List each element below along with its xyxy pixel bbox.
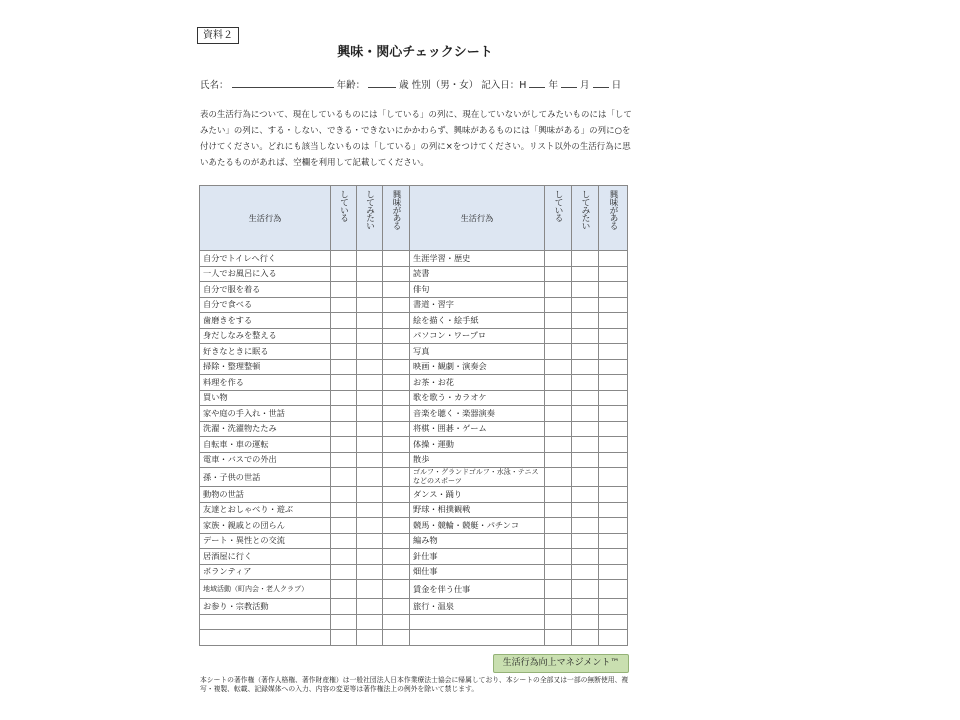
left-interest-checkbox[interactable] [383, 487, 410, 503]
left-activity-cell: お参り・宗教活動 [200, 599, 331, 615]
right-want-checkbox[interactable] [572, 297, 599, 313]
left-activity-cell: 自分で服を着る [200, 282, 331, 298]
right-doing-checkbox[interactable] [545, 375, 572, 391]
right-activity-cell: ゴルフ・グランドゴルフ・水泳・テニスなどのスポーツ [410, 468, 545, 487]
left-interest-checkbox[interactable] [383, 251, 410, 267]
info-line [200, 77, 632, 91]
left-want-checkbox[interactable] [357, 359, 383, 375]
table-row [200, 502, 628, 518]
table-row [200, 344, 628, 360]
left-doing-checkbox[interactable] [331, 375, 357, 391]
table-row [200, 328, 628, 344]
left-interest-checkbox[interactable] [383, 468, 410, 487]
right-interest-checkbox[interactable] [599, 452, 628, 468]
right-activity-cell [410, 614, 545, 630]
left-interest-checkbox[interactable] [383, 533, 410, 549]
right-interest-checkbox[interactable] [599, 421, 628, 437]
right-interest-checkbox[interactable] [599, 437, 628, 453]
left-interest-checkbox[interactable] [383, 375, 410, 391]
right-doing-checkbox[interactable] [545, 630, 572, 646]
left-interest-checkbox[interactable] [383, 518, 410, 534]
name-field[interactable] [232, 78, 334, 88]
left-want-checkbox[interactable] [357, 266, 383, 282]
header-activity-left: 生活行為 [200, 186, 331, 251]
header-interest-right: 興味がある [599, 186, 628, 251]
left-activity-cell: 電車・バスでの外出 [200, 452, 331, 468]
table-row [200, 452, 628, 468]
right-doing-checkbox[interactable] [545, 487, 572, 503]
right-want-checkbox[interactable] [572, 421, 599, 437]
left-want-checkbox[interactable] [357, 375, 383, 391]
right-interest-checkbox[interactable] [599, 313, 628, 329]
header-doing-left: している [331, 186, 357, 251]
table-row [200, 421, 628, 437]
right-doing-checkbox[interactable] [545, 359, 572, 375]
right-interest-checkbox[interactable] [599, 518, 628, 534]
left-interest-checkbox[interactable] [383, 406, 410, 422]
year-unit: 年 [548, 80, 558, 91]
right-want-checkbox[interactable] [572, 630, 599, 646]
left-want-checkbox[interactable] [357, 297, 383, 313]
left-want-checkbox[interactable] [357, 421, 383, 437]
left-interest-checkbox[interactable] [383, 599, 410, 615]
left-doing-checkbox[interactable] [331, 282, 357, 298]
left-activity-cell: 動物の世話 [200, 487, 331, 503]
copyright-footer: 本シートの著作権（著作人格権、著作財産権）は一般社団法人日本作業療法士協会に帰属しており、本シートの全部又は一部の無断使用、複写・複製、転載、記録媒体への入力、内容の変更等は著作権法上の例外を除いて禁じます。 [200, 676, 629, 693]
left-interest-checkbox[interactable] [383, 328, 410, 344]
left-activity-cell: 地域活動（町内会・老人クラブ） [200, 580, 331, 599]
right-activity-cell: 俳句 [410, 282, 545, 298]
table-row [200, 468, 628, 487]
left-activity-cell: 歯磨きをする [200, 313, 331, 329]
header-want-right: してみたい [572, 186, 599, 251]
table-row [200, 437, 628, 453]
right-interest-checkbox[interactable] [599, 297, 628, 313]
left-doing-checkbox[interactable] [331, 580, 357, 599]
right-want-checkbox[interactable] [572, 266, 599, 282]
left-interest-checkbox[interactable] [383, 297, 410, 313]
right-want-checkbox[interactable] [572, 282, 599, 298]
right-doing-checkbox[interactable] [545, 580, 572, 599]
right-interest-checkbox[interactable] [599, 487, 628, 503]
right-interest-checkbox[interactable] [599, 344, 628, 360]
day-field[interactable] [593, 78, 609, 88]
table-row [200, 533, 628, 549]
right-activity-cell: パソコン・ワープロ [410, 328, 545, 344]
right-activity-cell: 散歩 [410, 452, 545, 468]
left-activity-cell: 掃除・整理整頓 [200, 359, 331, 375]
left-interest-checkbox[interactable] [383, 549, 410, 565]
right-want-checkbox[interactable] [572, 375, 599, 391]
right-doing-checkbox[interactable] [545, 502, 572, 518]
right-activity-cell: 読書 [410, 266, 545, 282]
left-want-checkbox[interactable] [357, 452, 383, 468]
table-row [200, 313, 628, 329]
left-interest-checkbox[interactable] [383, 344, 410, 360]
right-doing-checkbox[interactable] [545, 421, 572, 437]
left-want-checkbox[interactable] [357, 533, 383, 549]
right-activity-cell: 映画・観劇・演奏会 [410, 359, 545, 375]
right-doing-checkbox[interactable] [545, 251, 572, 267]
left-interest-checkbox[interactable] [383, 630, 410, 646]
left-want-checkbox[interactable] [357, 344, 383, 360]
right-activity-cell: 旅行・温泉 [410, 599, 545, 615]
left-doing-checkbox[interactable] [331, 502, 357, 518]
left-doing-checkbox[interactable] [331, 452, 357, 468]
left-activity-cell: 家族・親戚との団らん [200, 518, 331, 534]
right-activity-cell: 針仕事 [410, 549, 545, 565]
right-want-checkbox[interactable] [572, 487, 599, 503]
instructions: 表の生活行為について、現在しているものには「している」の列に、現在していないがしてみたいものには「してみたい」の列に、する・しない、できる・できないにかかわらず、興味があるものには「興味がある」の列に○を付けてください。どれにも該当しないものは「している」の列に×をつけてください。リスト以外の生活行為に思いあたるものがあれば、空欄を利用して記載してください。 [200, 109, 632, 167]
left-doing-checkbox[interactable] [331, 518, 357, 534]
left-want-checkbox[interactable] [357, 599, 383, 615]
right-interest-checkbox[interactable] [599, 266, 628, 282]
left-interest-checkbox[interactable] [383, 614, 410, 630]
right-interest-checkbox[interactable] [599, 502, 628, 518]
right-doing-checkbox[interactable] [545, 549, 572, 565]
right-interest-checkbox[interactable] [599, 328, 628, 344]
age-field[interactable] [368, 78, 396, 88]
left-want-checkbox[interactable] [357, 502, 383, 518]
sheet-title: 興味・関心チェックシート [337, 45, 493, 60]
left-interest-checkbox[interactable] [383, 437, 410, 453]
right-activity-cell: 生涯学習・歴史 [410, 251, 545, 267]
right-interest-checkbox[interactable] [599, 549, 628, 565]
right-want-checkbox[interactable] [572, 533, 599, 549]
header-doing-right: している [545, 186, 572, 251]
right-doing-checkbox[interactable] [545, 518, 572, 534]
right-want-checkbox[interactable] [572, 344, 599, 360]
left-doing-checkbox[interactable] [331, 564, 357, 580]
right-want-checkbox[interactable] [572, 437, 599, 453]
right-doing-checkbox[interactable] [545, 328, 572, 344]
left-activity-cell: 洗濯・洗濯物たたみ [200, 421, 331, 437]
right-interest-checkbox[interactable] [599, 599, 628, 615]
table-row [200, 390, 628, 406]
right-activity-cell: お茶・お花 [410, 375, 545, 391]
right-doing-checkbox[interactable] [545, 344, 572, 360]
right-activity-cell: ダンス・踊り [410, 487, 545, 503]
right-want-checkbox[interactable] [572, 549, 599, 565]
header-want-left: してみたい [357, 186, 383, 251]
left-want-checkbox[interactable] [357, 549, 383, 565]
left-want-checkbox[interactable] [357, 580, 383, 599]
left-activity-cell: 身だしなみを整える [200, 328, 331, 344]
header-activity-right: 生活行為 [410, 186, 545, 251]
management-badge: 生活行為向上マネジメント™ [493, 654, 629, 673]
left-activity-cell [200, 630, 331, 646]
right-want-checkbox[interactable] [572, 518, 599, 534]
table-row [200, 614, 628, 630]
name-label: 氏名： [200, 80, 229, 91]
left-doing-checkbox[interactable] [331, 266, 357, 282]
left-doing-checkbox[interactable] [331, 468, 357, 487]
right-activity-cell: 賃金を伴う仕事 [410, 580, 545, 599]
right-want-checkbox[interactable] [572, 468, 599, 487]
left-activity-cell: 一人でお風呂に入る [200, 266, 331, 282]
right-want-checkbox[interactable] [572, 313, 599, 329]
right-activity-cell: 書道・習字 [410, 297, 545, 313]
left-activity-cell: 友達とおしゃべり・遊ぶ [200, 502, 331, 518]
right-want-checkbox[interactable] [572, 359, 599, 375]
left-doing-checkbox[interactable] [331, 614, 357, 630]
right-interest-checkbox[interactable] [599, 282, 628, 298]
left-activity-cell [200, 614, 331, 630]
right-interest-checkbox[interactable] [599, 359, 628, 375]
right-interest-checkbox[interactable] [599, 564, 628, 580]
left-want-checkbox[interactable] [357, 282, 383, 298]
left-doing-checkbox[interactable] [331, 313, 357, 329]
table-row [200, 359, 628, 375]
right-interest-checkbox[interactable] [599, 614, 628, 630]
left-doing-checkbox[interactable] [331, 328, 357, 344]
left-activity-cell: 家や庭の手入れ・世話 [200, 406, 331, 422]
left-activity-cell: 自分でトイレへ行く [200, 251, 331, 267]
age-unit: 歳 [399, 80, 409, 91]
right-activity-cell: 体操・運動 [410, 437, 545, 453]
left-interest-checkbox[interactable] [383, 502, 410, 518]
month-field[interactable] [561, 78, 577, 88]
left-doing-checkbox[interactable] [331, 251, 357, 267]
right-want-checkbox[interactable] [572, 614, 599, 630]
left-activity-cell: 買い物 [200, 390, 331, 406]
right-interest-checkbox[interactable] [599, 533, 628, 549]
right-doing-checkbox[interactable] [545, 297, 572, 313]
left-doing-checkbox[interactable] [331, 406, 357, 422]
day-unit: 日 [611, 80, 622, 91]
right-want-checkbox[interactable] [572, 502, 599, 518]
left-activity-cell: デート・異性との交流 [200, 533, 331, 549]
right-activity-cell: 畑仕事 [410, 564, 545, 580]
right-want-checkbox[interactable] [572, 452, 599, 468]
right-doing-checkbox[interactable] [545, 282, 572, 298]
right-doing-checkbox[interactable] [545, 452, 572, 468]
left-doing-checkbox[interactable] [331, 487, 357, 503]
table-row [200, 518, 628, 534]
right-interest-checkbox[interactable] [599, 390, 628, 406]
right-want-checkbox[interactable] [572, 599, 599, 615]
right-doing-checkbox[interactable] [545, 599, 572, 615]
left-doing-checkbox[interactable] [331, 359, 357, 375]
left-interest-checkbox[interactable] [383, 564, 410, 580]
right-doing-checkbox[interactable] [545, 313, 572, 329]
table-row [200, 630, 628, 646]
table-row [200, 564, 628, 580]
table-row [200, 297, 628, 313]
left-want-checkbox[interactable] [357, 614, 383, 630]
left-interest-checkbox[interactable] [383, 580, 410, 599]
right-doing-checkbox[interactable] [545, 468, 572, 487]
activity-table [199, 185, 628, 646]
right-want-checkbox[interactable] [572, 580, 599, 599]
left-want-checkbox[interactable] [357, 406, 383, 422]
right-activity-cell: 競馬・競輪・競艇・パチンコ [410, 518, 545, 534]
right-want-checkbox[interactable] [572, 564, 599, 580]
right-doing-checkbox[interactable] [545, 390, 572, 406]
right-doing-checkbox[interactable] [545, 406, 572, 422]
table-row [200, 487, 628, 503]
left-activity-cell: 料理を作る [200, 375, 331, 391]
left-activity-cell: 自転車・車の運転 [200, 437, 331, 453]
table-row [200, 375, 628, 391]
left-interest-checkbox[interactable] [383, 266, 410, 282]
left-doing-checkbox[interactable] [331, 437, 357, 453]
sex-label: 性別（男・女） [411, 80, 479, 91]
right-interest-checkbox[interactable] [599, 375, 628, 391]
right-interest-checkbox[interactable] [599, 630, 628, 646]
table-row [200, 599, 628, 615]
left-activity-cell: 好きなときに眠る [200, 344, 331, 360]
left-want-checkbox[interactable] [357, 437, 383, 453]
left-interest-checkbox[interactable] [383, 452, 410, 468]
table-row [200, 282, 628, 298]
right-interest-checkbox[interactable] [599, 580, 628, 599]
left-doing-checkbox[interactable] [331, 344, 357, 360]
table-row [200, 580, 628, 599]
age-label: 年齢： [336, 80, 366, 91]
right-interest-checkbox[interactable] [599, 406, 628, 422]
left-want-checkbox[interactable] [357, 328, 383, 344]
left-interest-checkbox[interactable] [383, 359, 410, 375]
header-interest-left: 興味がある [383, 186, 410, 251]
right-activity-cell: 編み物 [410, 533, 545, 549]
left-want-checkbox[interactable] [357, 313, 383, 329]
right-doing-checkbox[interactable] [545, 437, 572, 453]
right-activity-cell: 音楽を聴く・楽器演奏 [410, 406, 545, 422]
table-row [200, 251, 628, 267]
left-interest-checkbox[interactable] [383, 313, 410, 329]
right-want-checkbox[interactable] [572, 390, 599, 406]
left-want-checkbox[interactable] [357, 251, 383, 267]
right-doing-checkbox[interactable] [545, 564, 572, 580]
left-want-checkbox[interactable] [357, 564, 383, 580]
month-unit: 月 [580, 80, 590, 91]
left-want-checkbox[interactable] [357, 468, 383, 487]
left-doing-checkbox[interactable] [331, 533, 357, 549]
left-activity-cell: ボランティア [200, 564, 331, 580]
left-want-checkbox[interactable] [357, 630, 383, 646]
right-doing-checkbox[interactable] [545, 533, 572, 549]
left-want-checkbox[interactable] [357, 390, 383, 406]
left-doing-checkbox[interactable] [331, 390, 357, 406]
right-activity-cell: 絵を描く・絵手紙 [410, 313, 545, 329]
right-want-checkbox[interactable] [572, 406, 599, 422]
right-activity-cell: 写真 [410, 344, 545, 360]
left-want-checkbox[interactable] [357, 487, 383, 503]
left-activity-cell: 孫・子供の世話 [200, 468, 331, 487]
right-activity-cell: 歌を歌う・カラオケ [410, 390, 545, 406]
left-activity-cell: 居酒屋に行く [200, 549, 331, 565]
left-interest-checkbox[interactable] [383, 390, 410, 406]
right-activity-cell: 将棋・囲碁・ゲーム [410, 421, 545, 437]
left-want-checkbox[interactable] [357, 518, 383, 534]
right-interest-checkbox[interactable] [599, 251, 628, 267]
document-label: 資料２ [197, 27, 239, 44]
table-row [200, 549, 628, 565]
right-doing-checkbox[interactable] [545, 266, 572, 282]
header-row [200, 186, 628, 251]
left-activity-cell: 自分で食べる [200, 297, 331, 313]
right-want-checkbox[interactable] [572, 251, 599, 267]
right-activity-cell [410, 630, 545, 646]
left-doing-checkbox[interactable] [331, 297, 357, 313]
left-doing-checkbox[interactable] [331, 549, 357, 565]
left-interest-checkbox[interactable] [383, 282, 410, 298]
left-doing-checkbox[interactable] [331, 421, 357, 437]
left-interest-checkbox[interactable] [383, 421, 410, 437]
right-want-checkbox[interactable] [572, 328, 599, 344]
year-field[interactable] [529, 78, 545, 88]
right-activity-cell: 野球・相撲観戦 [410, 502, 545, 518]
date-label: 記入日：H [481, 80, 527, 91]
right-doing-checkbox[interactable] [545, 614, 572, 630]
table-row [200, 406, 628, 422]
left-doing-checkbox[interactable] [331, 599, 357, 615]
left-doing-checkbox[interactable] [331, 630, 357, 646]
table-row [200, 266, 628, 282]
right-interest-checkbox[interactable] [599, 468, 628, 487]
